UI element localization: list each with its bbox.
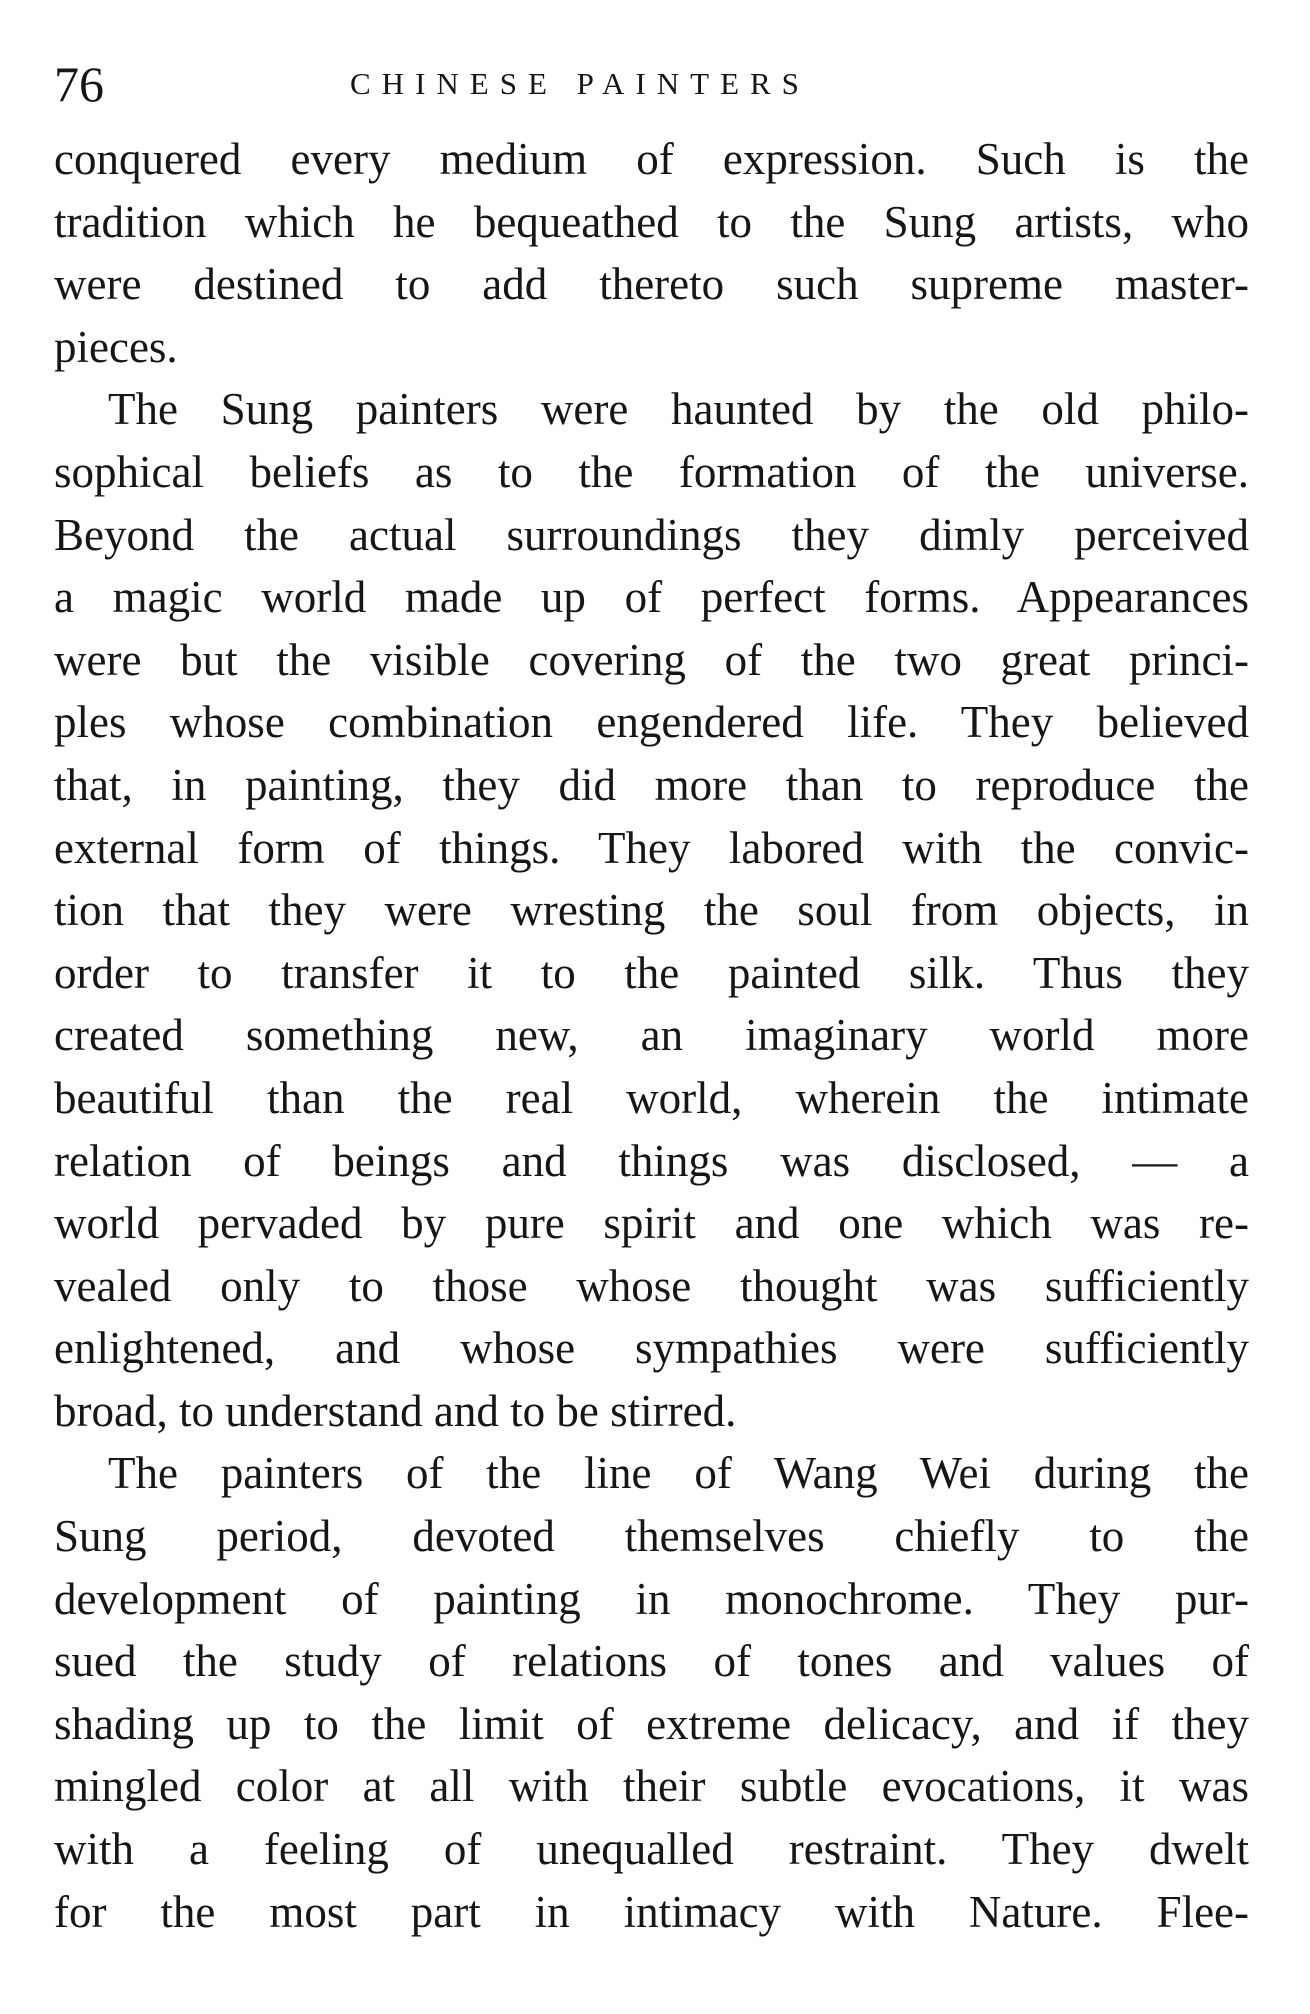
body-text (54, 128, 1249, 1943)
text-line: pieces. (54, 321, 178, 372)
text-line: were destined to add thereto such supreme master- (54, 259, 1249, 310)
text-line: created something new, an imaginary world more (54, 1010, 1249, 1061)
text-line: vealed only to those whose thought was sufficiently (54, 1260, 1249, 1311)
text-line: The Sung painters were haunted by the old philo- (108, 384, 1249, 435)
running-head (54, 50, 1249, 120)
text-line: a magic world made up of perfect forms. Appearances (54, 572, 1249, 623)
text-line: world pervaded by pure spirit and one which was re- (54, 1198, 1249, 1249)
text-line: Sung period, devoted themselves chiefly to the (54, 1511, 1249, 1562)
paragraph (54, 378, 1249, 1442)
text-line: The painters of the line of Wang Wei during the (108, 1448, 1249, 1499)
text-line: with a feeling of unequalled restraint. They dwelt (54, 1824, 1249, 1875)
text-line: enlightened, and whose sympathies were sufficiently (54, 1323, 1249, 1374)
text-line: external form of things. They labored with the convic- (54, 822, 1249, 873)
text-line: development of painting in monochrome. They pur- (54, 1573, 1249, 1624)
text-line: for the most part in intimacy with Nature. Flee- (54, 1886, 1249, 1937)
running-title: CHINESE PAINTERS (350, 66, 810, 101)
text-line: order to transfer it to the painted silk. Thus they (54, 947, 1249, 998)
text-line: that, in painting, they did more than to reproduce the (54, 759, 1249, 810)
text-line: ples whose combination engendered life. They believed (54, 697, 1249, 748)
text-line: broad, to understand and to be stirred. (54, 1385, 737, 1436)
text-line: relation of beings and things was disclosed, — a (54, 1135, 1249, 1186)
text-line: tion that they were wresting the soul from objects, in (54, 885, 1249, 936)
text-line: were but the visible covering of the two great princi- (54, 634, 1249, 685)
text-line: mingled color at all with their subtle evocations, it was (54, 1761, 1249, 1812)
paragraph (54, 1442, 1249, 1943)
paragraph (54, 128, 1249, 378)
text-line: sued the study of relations of tones and values of (54, 1636, 1249, 1687)
text-line: Beyond the actual surroundings they dimly perceived (54, 509, 1249, 560)
text-line: sophical beliefs as to the formation of the universe. (54, 446, 1249, 497)
book-page (54, 50, 1249, 1943)
text-line: tradition which he bequeathed to the Sung artists, who (54, 196, 1249, 247)
text-line: shading up to the limit of extreme delicacy, and if they (54, 1698, 1249, 1749)
text-line: beautiful than the real world, wherein the intimate (54, 1072, 1249, 1123)
page-number: 76 (54, 56, 104, 112)
text-line: conquered every medium of expression. Such is the (54, 134, 1249, 184)
